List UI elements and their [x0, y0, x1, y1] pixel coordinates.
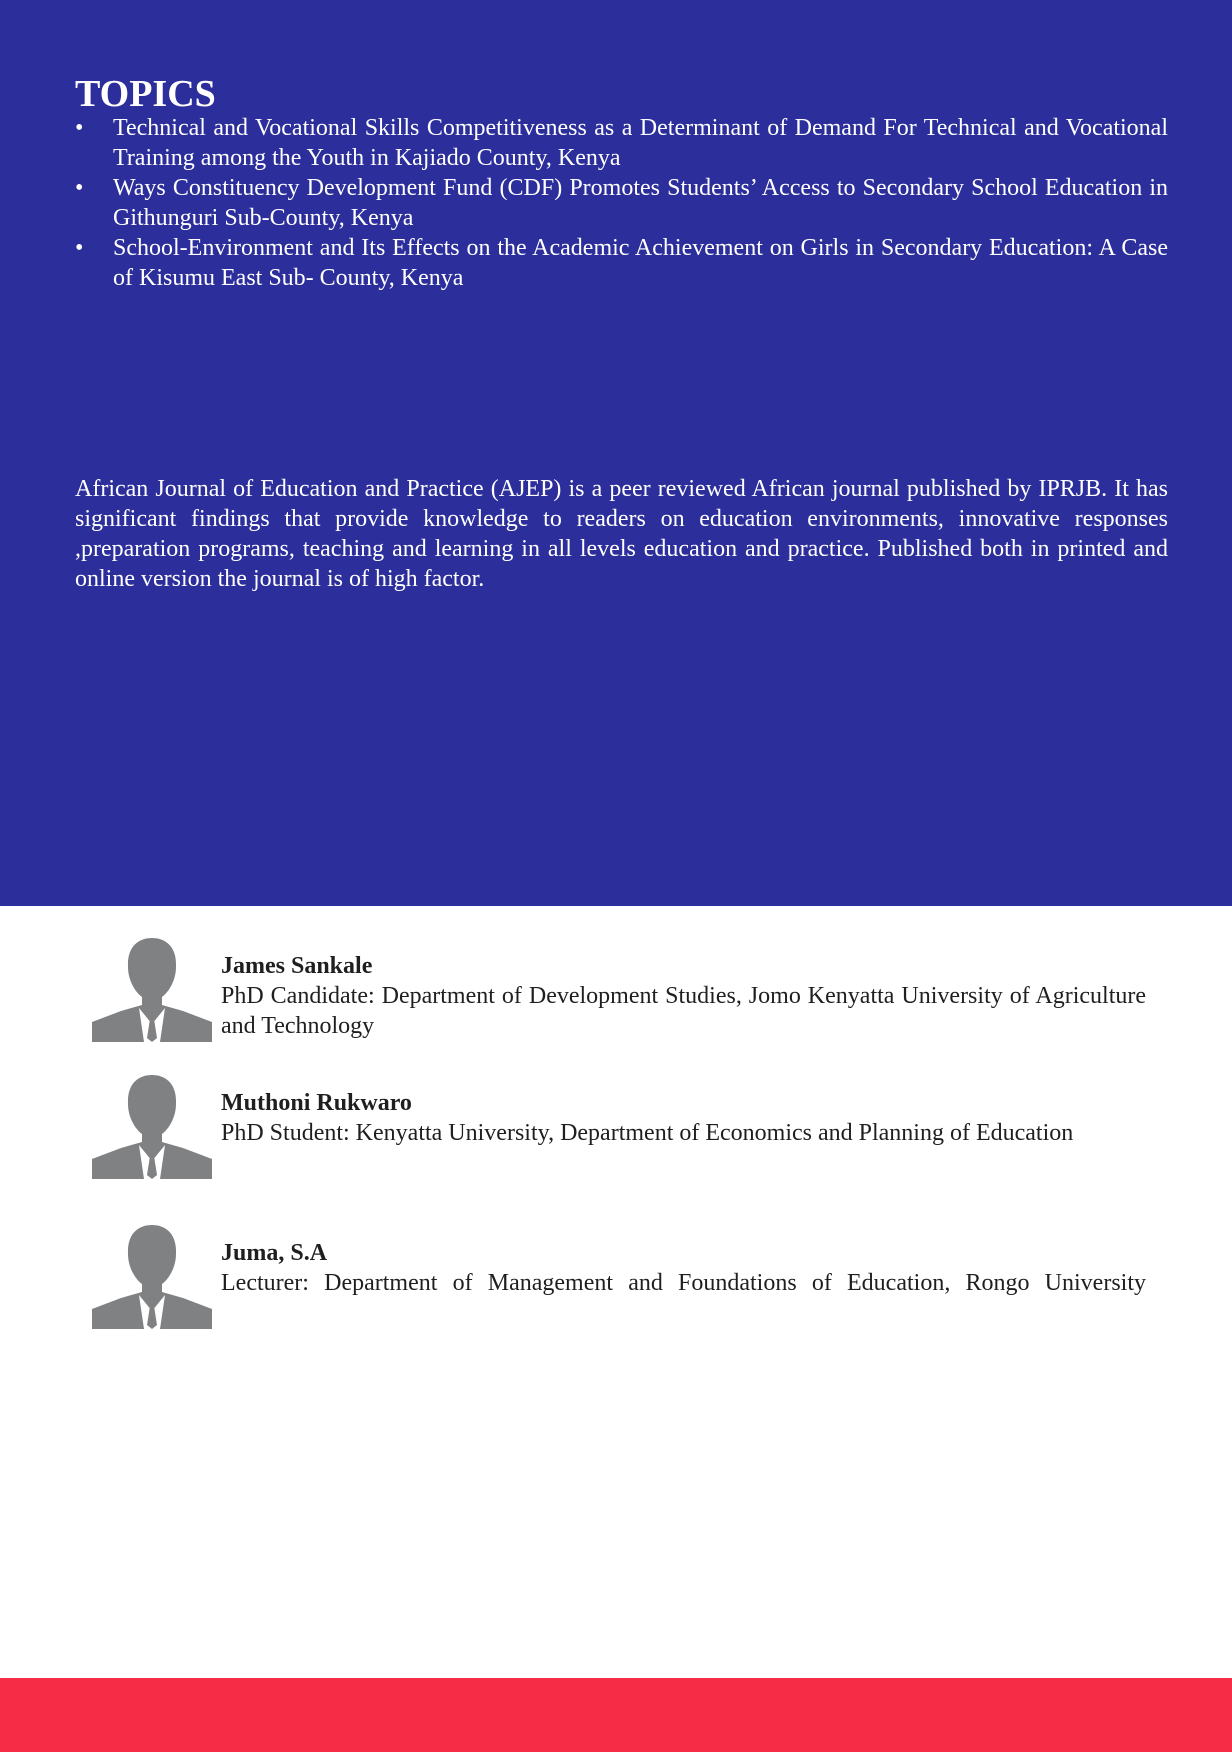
topic-item — [75, 233, 1168, 293]
author-card — [92, 936, 1152, 1042]
author-card — [92, 1223, 1152, 1329]
person-silhouette-icon — [92, 936, 212, 1042]
topic-text: Ways Constituency Development Fund (CDF) Promotes Students’ Access to Secondary School Education in Githunguri Sub-County, Kenya — [113, 175, 1168, 231]
author-name: James Sankale — [221, 953, 373, 979]
author-name: Muthoni Rukwaro — [221, 1090, 412, 1116]
topics-heading: TOPICS — [75, 73, 216, 115]
author-card — [92, 1073, 1152, 1179]
topic-text: Technical and Vocational Skills Competitiveness as a Determinant of Demand For Technical and Vocational Training among the Youth in Kajiado County, Kenya — [113, 115, 1168, 171]
bullet-icon: • — [75, 235, 84, 261]
topic-item — [75, 173, 1168, 233]
bottom-color-band — [0, 1678, 1232, 1752]
author-affiliation: Lecturer: Department of Management and Foundations of Education, Rongo University — [221, 1270, 1146, 1296]
person-silhouette-icon — [92, 1223, 212, 1329]
journal-description: African Journal of Education and Practice (AJEP) is a peer reviewed African journal published by IPRJB. It has significant findings that provide knowledge to readers on education environments, innovative responses ,preparation programs, teaching and learning in all levels education and practice. Published both in printed and online version the journal is of high factor. — [75, 476, 1168, 592]
topic-item — [75, 113, 1168, 173]
bullet-icon: • — [75, 115, 84, 141]
person-silhouette-icon — [92, 1073, 212, 1179]
author-name: Juma, S.A — [221, 1240, 328, 1266]
author-affiliation: PhD Student: Kenyatta University, Department of Economics and Planning of Education — [221, 1120, 1074, 1146]
bullet-icon: • — [75, 175, 84, 201]
author-affiliation: PhD Candidate: Department of Development Studies, Jomo Kenyatta University of Agriculture and Technology — [221, 983, 1146, 1039]
topic-text: School-Environment and Its Effects on the Academic Achievement on Girls in Secondary Education: A Case of Kisumu East Sub- County, Kenya — [113, 235, 1168, 291]
topics-list — [75, 113, 1168, 293]
